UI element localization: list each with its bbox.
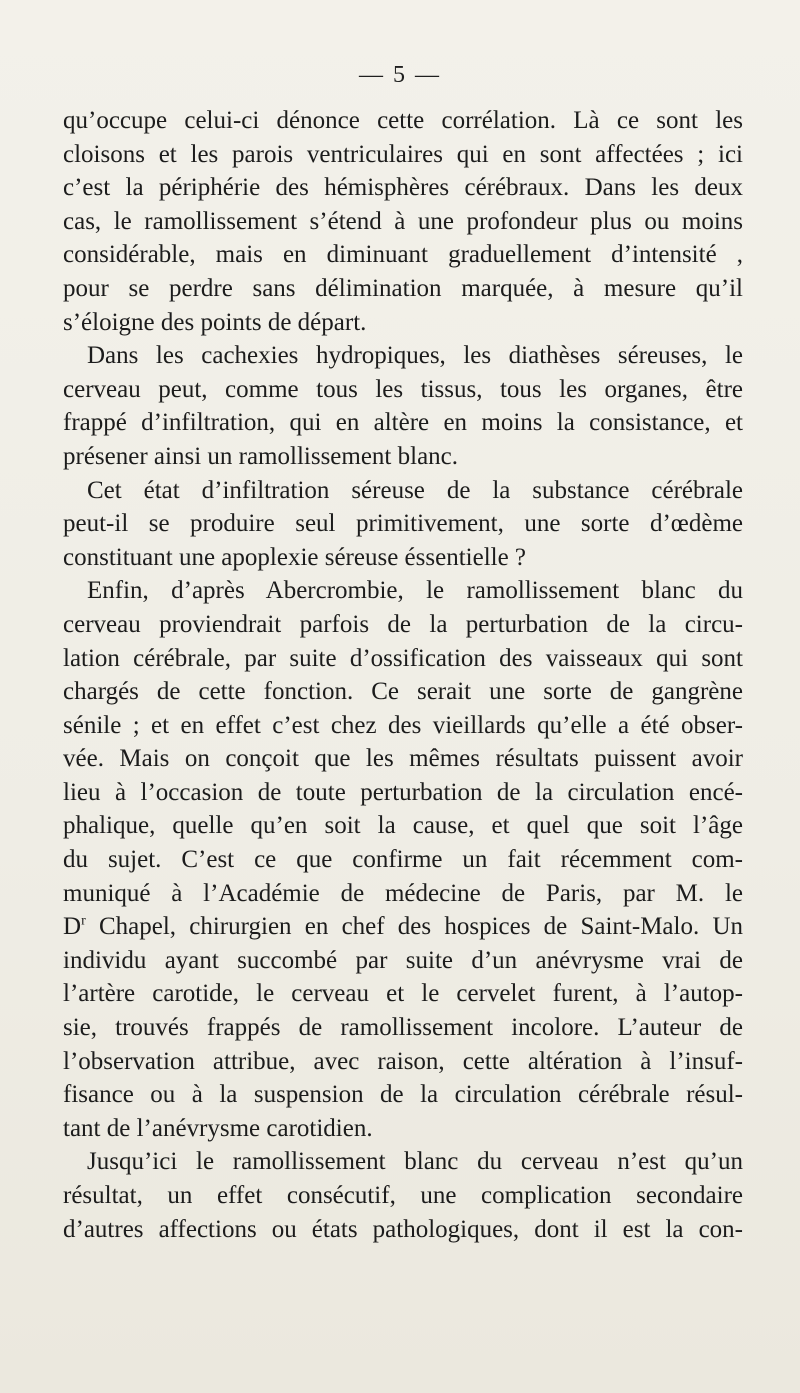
page-number: — 5 — [359,62,441,88]
text-line: cloisons et les parois ventriculaires qui en sont affectées ; ici [63,140,743,168]
text-line: sénile ; et en effet c’est chez des vieillards qu’elle a été obser- [63,711,743,739]
text-line: muniqué à l’Académie de médecine de Paris, par M. le [63,879,743,907]
title-abbreviation: D [63,913,82,941]
text-line: cas, le ramollissement s’étend à une profondeur plus ou moins [63,207,743,235]
text-line-content: Chapel, chirurgien en chef des hospices de Saint-Malo. Un [98,913,744,941]
text-line: vée. Mais on conçoit que les mêmes résultats puissent avoir [63,745,743,773]
text-line: Enfin, d’après Abercrombie, le ramollissement blanc du [87,577,743,605]
text-line [63,910,743,944]
text-line: lation cérébrale, par suite d’ossification des vaisseaux qui sont [63,644,743,672]
text-line: c’est la périphérie des hémisphères cérébraux. Dans les deux [63,174,743,202]
text-line: peut-il se produire seul primitivement, une sorte d’œdème [63,510,743,538]
text-line: considérable, mais en diminuant graduellement d’intensité , [63,241,743,269]
text-line: l’artère carotide, le cerveau et le cervelet furent, à l’autop- [63,980,743,1008]
text-line: s’éloigne des points de départ. [63,308,367,336]
text-line: Jusqu’ici le ramollissement blanc du cerveau n’est qu’un [87,1148,743,1176]
text-line: cerveau proviendrait parfois de la perturbation de la circu- [63,610,743,638]
title-abbreviation-superscript: r [81,913,86,929]
text-line: frappé d’infiltration, qui en altère en moins la consistance, et [63,409,743,437]
text-line: du sujet. C’est ce que confirme un fait récemment com- [63,846,743,874]
text-line: cerveau peut, comme tous les tissus, tous les organes, être [63,375,743,403]
text-line: Cet état d’infiltration séreuse de la substance cérébrale [87,476,743,504]
text-line: constituant une apoplexie séreuse éssentielle ? [63,543,527,571]
text-line: individu ayant succombé par suite d’un anévrysme vrai de [63,946,743,974]
text-line: fisance ou à la suspension de la circulation cérébrale résul- [63,1081,743,1109]
text-line: d’autres affections ou états pathologiques, dont il est la con- [63,1215,743,1243]
text-line: chargés de cette fonction. Ce serait une sorte de gangrène [63,678,743,706]
text-line: sie, trouvés frappés de ramollissement incolore. L’auteur de [63,1014,743,1042]
text-line: qu’occupe celui-ci dénonce cette corrélation. Là ce sont les [63,107,743,134]
text-line: pour se perdre sans délimination marquée, à mesure qu’il [63,274,743,302]
text-line: phalique, quelle qu’en soit la cause, et quel que soit l’âge [63,812,743,840]
text-line: lieu à l’occasion de toute perturbation de la circulation encé- [63,778,743,806]
text-line: tant de l’anévrysme carotidien. [63,1114,373,1142]
text-line: l’observation attribue, avec raison, cette altération à l’insuf- [63,1047,743,1075]
body-text [63,104,743,1246]
text-line: présener ainsi un ramollissement blanc. [63,442,459,470]
text-line: Dans les cachexies hydropiques, les diathèses séreuses, le [87,342,743,370]
text-line: résultat, un effet consécutif, une complication secondaire [63,1182,743,1209]
